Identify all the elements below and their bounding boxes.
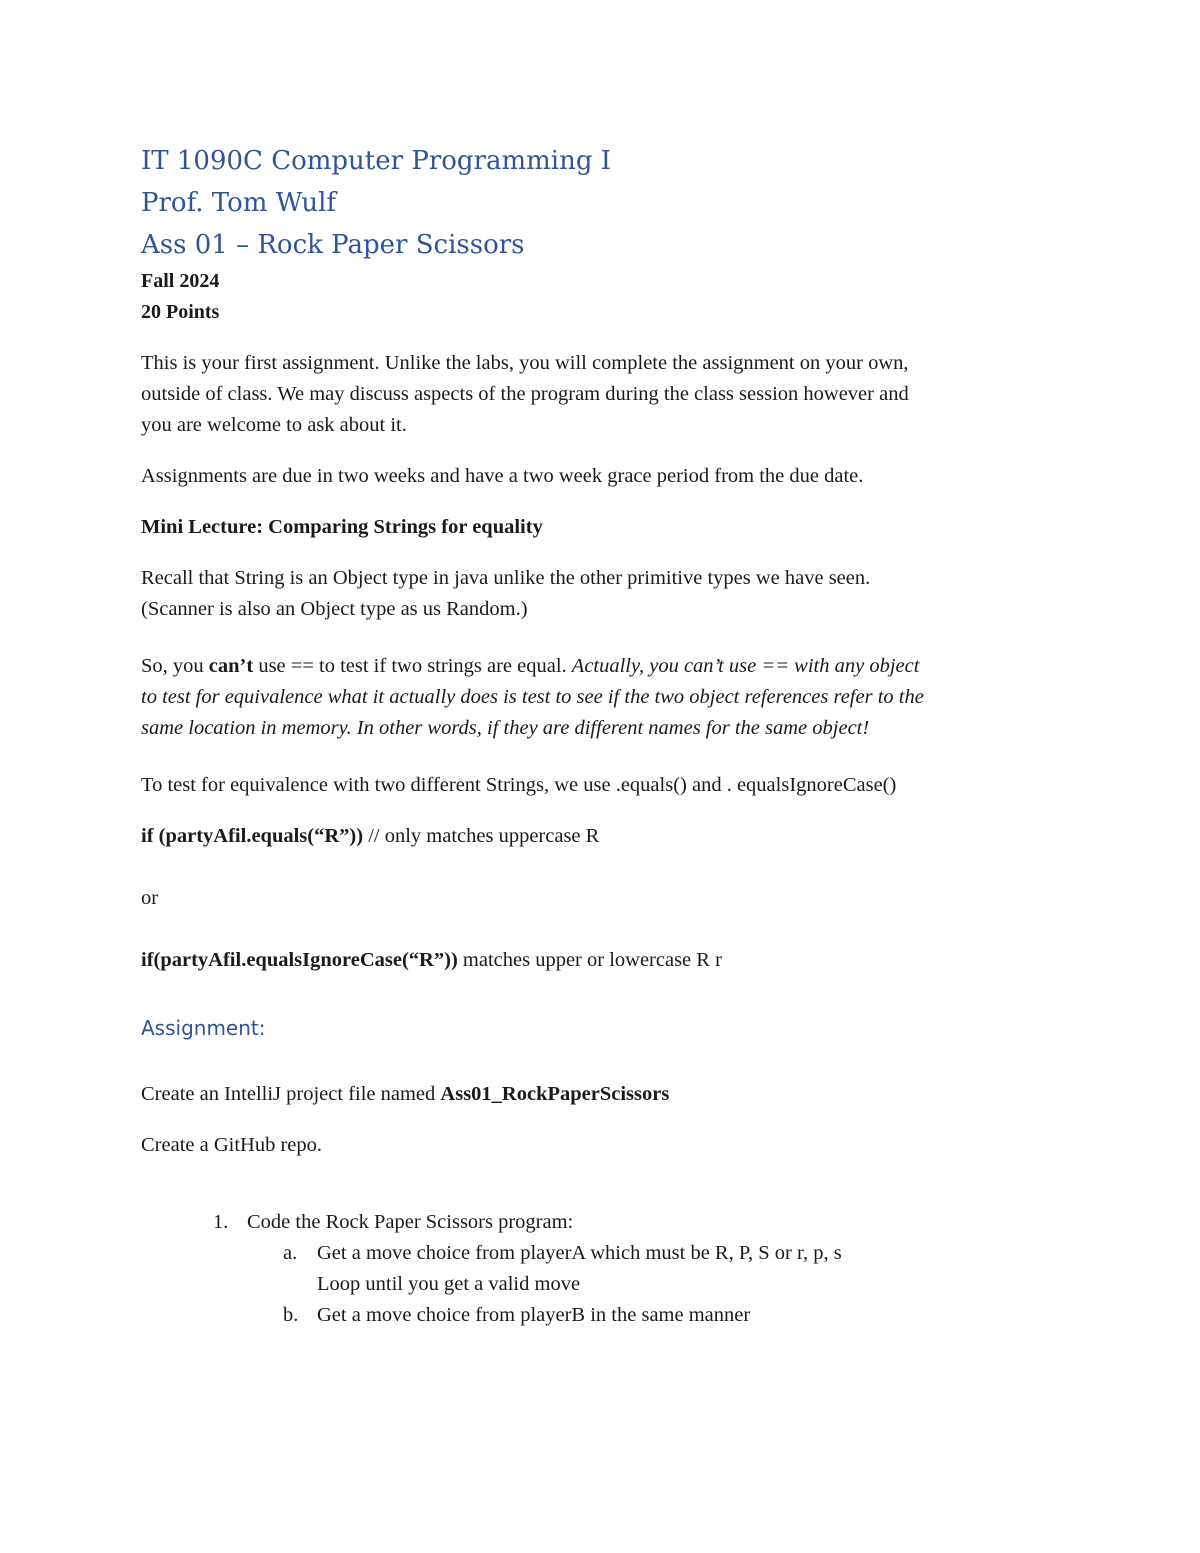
sub-list-marker: a. (283, 1242, 298, 1264)
equality-paragraph (141, 651, 1061, 744)
intro-line: outside of class. We may discuss aspects of the program during the class session however and (141, 383, 909, 405)
code-ignorecase-comment: matches upper or lowercase R r (457, 949, 722, 971)
code-equals-comment: // only matches uppercase R (368, 825, 600, 847)
equals-method-paragraph: To test for equivalence with two different Strings, we use .equals() and . equalsIgnoreCase() (141, 774, 897, 796)
list-item-text: Code the Rock Paper Scissors program: (247, 1211, 574, 1233)
equality-italic-note: Actually, you can’t use == with any object (571, 655, 920, 677)
equality-italic-line: same location in memory. In other words, if they are different names for the same object! (141, 717, 870, 739)
professor-name: Prof. Tom Wulf (141, 188, 337, 218)
code-example-ignorecase (141, 945, 1061, 976)
sub-list-item-continuation (141, 1269, 1061, 1300)
list-marker: 1. (213, 1211, 229, 1233)
document-content (141, 140, 1061, 1331)
recall-line: (Scanner is also an Object type as us Random.) (141, 598, 528, 620)
course-title: IT 1090C Computer Programming I (141, 146, 612, 176)
assignment-title: Ass 01 – Rock Paper Scissors (141, 230, 525, 260)
intro-line: you are welcome to ask about it. (141, 414, 407, 436)
sub-list-item (141, 1300, 1061, 1331)
equality-italic-line: to test for equivalence what it actually does is test to see if the two object references refer to the (141, 686, 924, 708)
recall-paragraph (141, 563, 1061, 625)
recall-line: Recall that String is an Object type in java unlike the other primitive types we have seen. (141, 567, 871, 589)
due-date-paragraph: Assignments are due in two weeks and have a two week grace period from the due date. (141, 465, 864, 487)
steps-list (141, 1207, 1061, 1331)
cant-emphasis: can’t (208, 655, 254, 677)
intro-line: This is your first assignment. Unlike the labs, you will complete the assignment on your own, (141, 352, 909, 374)
assignment-heading: Assignment: (141, 1016, 266, 1040)
code-equals-statement: if (partyAfil.equals(“R”)) (141, 825, 369, 847)
sub-list-item-text: Loop until you get a valid move (317, 1273, 581, 1295)
equality-suffix: use == to test if two strings are equal. (253, 655, 572, 677)
equality-line (141, 651, 1061, 682)
create-project-paragraph (141, 1079, 1061, 1110)
or-separator: or (141, 887, 159, 909)
list-item (141, 1207, 1061, 1238)
equality-prefix: So, you (141, 655, 209, 677)
sub-list-item-text: Get a move choice from playerB in the same manner (317, 1304, 751, 1326)
points-label: 20 Points (141, 301, 220, 323)
code-ignorecase-statement: if(partyAfil.equalsIgnoreCase(“R”)) (141, 949, 458, 971)
create-project-prefix: Create an IntelliJ project file named (141, 1083, 441, 1105)
code-example-equals (141, 821, 1061, 852)
sub-list-item (141, 1238, 1061, 1269)
sub-list-item-text: Get a move choice from playerA which must be R, P, S or r, p, s (317, 1242, 842, 1264)
sub-list-marker: b. (283, 1304, 299, 1326)
term-label: Fall 2024 (141, 270, 220, 292)
intro-paragraph (141, 348, 1061, 441)
github-paragraph: Create a GitHub repo. (141, 1134, 323, 1156)
mini-lecture-heading: Mini Lecture: Comparing Strings for equality (141, 516, 543, 538)
project-name: Ass01_RockPaperScissors (440, 1083, 670, 1105)
